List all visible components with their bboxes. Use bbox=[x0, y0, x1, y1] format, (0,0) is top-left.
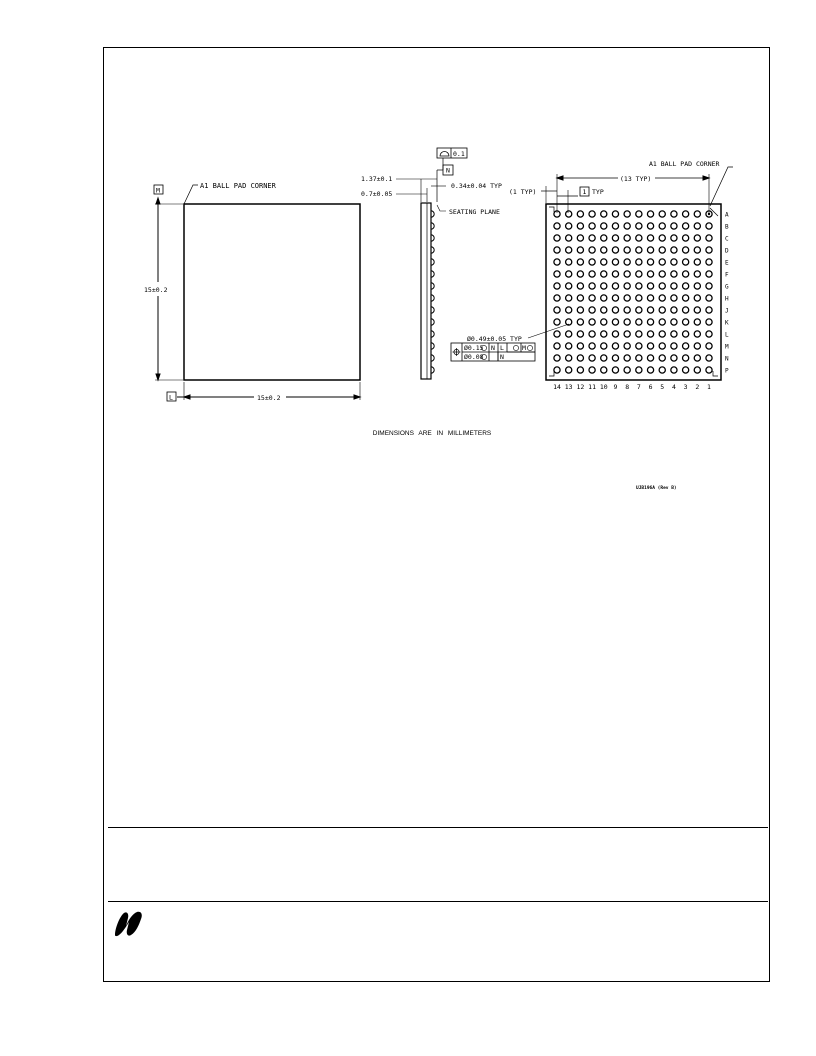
ball-D13 bbox=[566, 247, 572, 253]
ball-H14 bbox=[554, 295, 560, 301]
ball-B12 bbox=[577, 223, 583, 229]
ball-G10 bbox=[601, 283, 607, 289]
ball-J3 bbox=[683, 307, 689, 313]
ball-N1 bbox=[706, 355, 712, 361]
ball-M8 bbox=[624, 343, 630, 349]
row-label: H bbox=[725, 295, 729, 303]
ball-L9 bbox=[612, 331, 618, 337]
ball-F1 bbox=[706, 271, 712, 277]
ball-D7 bbox=[636, 247, 642, 253]
ball-E11 bbox=[589, 259, 595, 265]
bottom-outline bbox=[546, 204, 721, 380]
fcf-row2-tol: Ø0.08 bbox=[464, 353, 484, 361]
ball-E14 bbox=[554, 259, 560, 265]
seating-plane-label: SEATING PLANE bbox=[449, 208, 500, 216]
ball-H6 bbox=[647, 295, 653, 301]
ball-E6 bbox=[647, 259, 653, 265]
ball-H12 bbox=[577, 295, 583, 301]
side-substrate-dim: 0.7±0.05 bbox=[361, 190, 393, 198]
ball-F3 bbox=[683, 271, 689, 277]
ball-D12 bbox=[577, 247, 583, 253]
ball-B6 bbox=[647, 223, 653, 229]
ball-D5 bbox=[659, 247, 665, 253]
fcf-row1-d3: M bbox=[522, 344, 526, 352]
ball-M4 bbox=[671, 343, 677, 349]
ball-B4 bbox=[671, 223, 677, 229]
row-letter-labels bbox=[725, 211, 729, 374]
datum-l-label: L bbox=[169, 393, 173, 402]
ball-A12 bbox=[577, 211, 583, 217]
ball-N7 bbox=[636, 355, 642, 361]
a1-ball-marker bbox=[708, 213, 710, 215]
ball-C10 bbox=[601, 235, 607, 241]
side-height-dim: 1.37±0.1 bbox=[361, 175, 393, 183]
ball-F12 bbox=[577, 271, 583, 277]
ball-M1 bbox=[706, 343, 712, 349]
ball-B14 bbox=[554, 223, 560, 229]
ball-G9 bbox=[612, 283, 618, 289]
ball-A4 bbox=[671, 211, 677, 217]
ball-H9 bbox=[612, 295, 618, 301]
bottom-a1-label: A1 BALL PAD CORNER bbox=[649, 160, 720, 168]
ball-P11 bbox=[589, 367, 595, 373]
ball-C4 bbox=[671, 235, 677, 241]
column-label: 14 bbox=[553, 383, 561, 391]
ball-H8 bbox=[624, 295, 630, 301]
column-label: 3 bbox=[683, 383, 688, 391]
ball-A6 bbox=[647, 211, 653, 217]
ball-P1 bbox=[706, 367, 712, 373]
ball-N4 bbox=[671, 355, 677, 361]
ball-P12 bbox=[577, 367, 583, 373]
column-label: 7 bbox=[636, 383, 641, 391]
ball-J12 bbox=[577, 307, 583, 313]
ball-F4 bbox=[671, 271, 677, 277]
ball-A5 bbox=[659, 211, 665, 217]
fcf-row1-d2: L bbox=[500, 344, 504, 352]
ball-A9 bbox=[612, 211, 618, 217]
ball-K10 bbox=[601, 319, 607, 325]
ball-P5 bbox=[659, 367, 665, 373]
ball-B1 bbox=[706, 223, 712, 229]
ball-C12 bbox=[577, 235, 583, 241]
side-ball-height-dim: 0.34±0.04 TYP bbox=[451, 182, 502, 190]
pitch-value: 1 bbox=[582, 188, 587, 196]
ball-J6 bbox=[647, 307, 653, 313]
ball-B10 bbox=[601, 223, 607, 229]
ball-A3 bbox=[683, 211, 689, 217]
ball-M2 bbox=[694, 343, 700, 349]
ball-G12 bbox=[577, 283, 583, 289]
ball-P4 bbox=[671, 367, 677, 373]
span-dim: (13 TYP) bbox=[620, 175, 652, 183]
ball-P8 bbox=[624, 367, 630, 373]
side-substrate bbox=[421, 203, 431, 379]
ball-C3 bbox=[683, 235, 689, 241]
ball-H10 bbox=[601, 295, 607, 301]
ball-J9 bbox=[612, 307, 618, 313]
ball-D10 bbox=[601, 247, 607, 253]
ball-F14 bbox=[554, 271, 560, 277]
column-label: 6 bbox=[648, 383, 653, 391]
edge-dim: (1 TYP) bbox=[509, 188, 537, 196]
ball-K3 bbox=[683, 319, 689, 325]
ball-B5 bbox=[659, 223, 665, 229]
row-label: J bbox=[725, 307, 729, 315]
column-label: 13 bbox=[564, 383, 573, 391]
column-label: 8 bbox=[625, 383, 630, 391]
ball-J4 bbox=[671, 307, 677, 313]
ball-M10 bbox=[601, 343, 607, 349]
ball-K14 bbox=[554, 319, 560, 325]
ball-H11 bbox=[589, 295, 595, 301]
ball-D6 bbox=[647, 247, 653, 253]
ball-A10 bbox=[601, 211, 607, 217]
ball-M12 bbox=[577, 343, 583, 349]
ball-B11 bbox=[589, 223, 595, 229]
ball-B8 bbox=[624, 223, 630, 229]
ball-A11 bbox=[589, 211, 595, 217]
top-width-dim: 15±0.2 bbox=[257, 394, 281, 402]
ball-J5 bbox=[659, 307, 665, 313]
ball-K2 bbox=[694, 319, 700, 325]
ball-F10 bbox=[601, 271, 607, 277]
column-label: 10 bbox=[599, 383, 608, 391]
ball-B7 bbox=[636, 223, 642, 229]
ball-K1 bbox=[706, 319, 712, 325]
column-label: 4 bbox=[671, 383, 676, 391]
ball-P10 bbox=[601, 367, 607, 373]
ball-L11 bbox=[589, 331, 595, 337]
ball-D9 bbox=[612, 247, 618, 253]
ball-A13 bbox=[566, 211, 572, 217]
ball-L1 bbox=[706, 331, 712, 337]
ball-F7 bbox=[636, 271, 642, 277]
row-label: B bbox=[725, 223, 729, 231]
top-height-dim: 15±0.2 bbox=[144, 286, 168, 294]
column-label: 9 bbox=[613, 383, 618, 391]
ball-N11 bbox=[589, 355, 595, 361]
ball-H13 bbox=[566, 295, 572, 301]
ball-P2 bbox=[694, 367, 700, 373]
ball-E8 bbox=[624, 259, 630, 265]
ball-E3 bbox=[683, 259, 689, 265]
ball-E9 bbox=[612, 259, 618, 265]
ball-B3 bbox=[683, 223, 689, 229]
ball-H1 bbox=[706, 295, 712, 301]
ball-N5 bbox=[659, 355, 665, 361]
ball-E4 bbox=[671, 259, 677, 265]
ball-C13 bbox=[566, 235, 572, 241]
ball-J7 bbox=[636, 307, 642, 313]
column-number-labels bbox=[553, 383, 711, 391]
ball-L7 bbox=[636, 331, 642, 337]
ball-K11 bbox=[589, 319, 595, 325]
ball-E7 bbox=[636, 259, 642, 265]
fcf-row1-tol: Ø0.15 bbox=[464, 344, 484, 352]
ball-J11 bbox=[589, 307, 595, 313]
datum-m-label: M bbox=[156, 186, 160, 195]
ball-G7 bbox=[636, 283, 642, 289]
ball-P7 bbox=[636, 367, 642, 373]
dimensions-note: DIMENSIONS ARE IN MILLIMETERS bbox=[372, 430, 492, 437]
ball-F9 bbox=[612, 271, 618, 277]
ball-H7 bbox=[636, 295, 642, 301]
ball-A8 bbox=[624, 211, 630, 217]
ball-E1 bbox=[706, 259, 712, 265]
ball-P3 bbox=[683, 367, 689, 373]
top-a1-label: A1 BALL PAD CORNER bbox=[200, 182, 276, 190]
ball-E13 bbox=[566, 259, 572, 265]
ball-L2 bbox=[694, 331, 700, 337]
row-label: D bbox=[725, 247, 729, 255]
ball-dia-dim: Ø0.49±0.05 TYP bbox=[467, 335, 522, 343]
column-label: 12 bbox=[576, 383, 585, 391]
ball-M5 bbox=[659, 343, 665, 349]
ball-B13 bbox=[566, 223, 572, 229]
ball-N3 bbox=[683, 355, 689, 361]
row-label: N bbox=[725, 355, 729, 363]
ball-D11 bbox=[589, 247, 595, 253]
fcf-row1-d1: N bbox=[491, 344, 495, 352]
ball-H4 bbox=[671, 295, 677, 301]
ball-C14 bbox=[554, 235, 560, 241]
ball-C1 bbox=[706, 235, 712, 241]
row-label: F bbox=[725, 271, 729, 279]
ball-G5 bbox=[659, 283, 665, 289]
ball-L3 bbox=[683, 331, 689, 337]
ball-G6 bbox=[647, 283, 653, 289]
ball-K9 bbox=[612, 319, 618, 325]
datum-n-label: N bbox=[446, 166, 450, 175]
ball-N8 bbox=[624, 355, 630, 361]
ball-M6 bbox=[647, 343, 653, 349]
ball-M13 bbox=[566, 343, 572, 349]
ball-E12 bbox=[577, 259, 583, 265]
ball-G11 bbox=[589, 283, 595, 289]
ball-K6 bbox=[647, 319, 653, 325]
column-label: 5 bbox=[660, 383, 665, 391]
ball-K4 bbox=[671, 319, 677, 325]
ball-N6 bbox=[647, 355, 653, 361]
ball-J10 bbox=[601, 307, 607, 313]
ball-C8 bbox=[624, 235, 630, 241]
ball-A7 bbox=[636, 211, 642, 217]
ball-D2 bbox=[694, 247, 700, 253]
column-label: 1 bbox=[707, 383, 711, 391]
ball-E10 bbox=[601, 259, 607, 265]
ball-G4 bbox=[671, 283, 677, 289]
ball-H5 bbox=[659, 295, 665, 301]
ball-L8 bbox=[624, 331, 630, 337]
ball-G8 bbox=[624, 283, 630, 289]
fcf-row2-d1: N bbox=[500, 353, 504, 361]
ball-M9 bbox=[612, 343, 618, 349]
ball-D8 bbox=[624, 247, 630, 253]
separator-rule-upper bbox=[108, 827, 768, 828]
row-label: C bbox=[725, 235, 729, 243]
ball-L5 bbox=[659, 331, 665, 337]
ball-K7 bbox=[636, 319, 642, 325]
ball-L12 bbox=[577, 331, 583, 337]
ball-N2 bbox=[694, 355, 700, 361]
ball-D4 bbox=[671, 247, 677, 253]
ball-H3 bbox=[683, 295, 689, 301]
row-label: M bbox=[725, 343, 729, 351]
ball-N12 bbox=[577, 355, 583, 361]
flatness-value: 0.1 bbox=[453, 150, 465, 158]
row-label: E bbox=[725, 259, 729, 267]
ball-G2 bbox=[694, 283, 700, 289]
ball-G3 bbox=[683, 283, 689, 289]
ball-J2 bbox=[694, 307, 700, 313]
ball-J1 bbox=[706, 307, 712, 313]
row-label: K bbox=[725, 319, 729, 327]
ball-G13 bbox=[566, 283, 572, 289]
ball-J8 bbox=[624, 307, 630, 313]
ball-F6 bbox=[647, 271, 653, 277]
column-label: 11 bbox=[588, 383, 596, 391]
ball-P9 bbox=[612, 367, 618, 373]
ball-C6 bbox=[647, 235, 653, 241]
ball-N13 bbox=[566, 355, 572, 361]
ball-N10 bbox=[601, 355, 607, 361]
ball-F2 bbox=[694, 271, 700, 277]
ball-K12 bbox=[577, 319, 583, 325]
top-view bbox=[154, 185, 360, 401]
ball-F8 bbox=[624, 271, 630, 277]
ball-A2 bbox=[694, 211, 700, 217]
company-logo-icon bbox=[112, 908, 146, 938]
ball-grid bbox=[554, 211, 712, 373]
ball-D1 bbox=[706, 247, 712, 253]
ball-P6 bbox=[647, 367, 653, 373]
ball-H2 bbox=[694, 295, 700, 301]
ball-L14 bbox=[554, 331, 560, 337]
pitch-suffix: TYP bbox=[592, 188, 604, 196]
ball-M14 bbox=[554, 343, 560, 349]
ball-F11 bbox=[589, 271, 595, 277]
ball-D3 bbox=[683, 247, 689, 253]
ball-N9 bbox=[612, 355, 618, 361]
ball-K8 bbox=[624, 319, 630, 325]
column-label: 2 bbox=[695, 383, 700, 391]
ball-C7 bbox=[636, 235, 642, 241]
ball-G1 bbox=[706, 283, 712, 289]
ball-B2 bbox=[694, 223, 700, 229]
ball-E2 bbox=[694, 259, 700, 265]
separator-rule-lower bbox=[108, 901, 768, 902]
ball-L10 bbox=[601, 331, 607, 337]
ball-P13 bbox=[566, 367, 572, 373]
ball-F5 bbox=[659, 271, 665, 277]
ball-F13 bbox=[566, 271, 572, 277]
ball-M3 bbox=[683, 343, 689, 349]
ball-J13 bbox=[566, 307, 572, 313]
ball-L6 bbox=[647, 331, 653, 337]
row-label: P bbox=[725, 367, 729, 375]
package-outline bbox=[184, 204, 360, 380]
ball-E5 bbox=[659, 259, 665, 265]
row-label: L bbox=[725, 331, 729, 339]
ball-C11 bbox=[589, 235, 595, 241]
ball-L4 bbox=[671, 331, 677, 337]
ball-G14 bbox=[554, 283, 560, 289]
drawing-number: UJB196A (Rev B) bbox=[636, 486, 677, 491]
ball-J14 bbox=[554, 307, 560, 313]
ball-K5 bbox=[659, 319, 665, 325]
row-label: A bbox=[725, 211, 729, 219]
ball-M7 bbox=[636, 343, 642, 349]
ball-C2 bbox=[694, 235, 700, 241]
ball-C5 bbox=[659, 235, 665, 241]
ball-D14 bbox=[554, 247, 560, 253]
ball-P14 bbox=[554, 367, 560, 373]
ball-B9 bbox=[612, 223, 618, 229]
ball-M11 bbox=[589, 343, 595, 349]
ball-N14 bbox=[554, 355, 560, 361]
ball-C9 bbox=[612, 235, 618, 241]
row-label: G bbox=[725, 283, 729, 291]
ball-L13 bbox=[566, 331, 572, 337]
